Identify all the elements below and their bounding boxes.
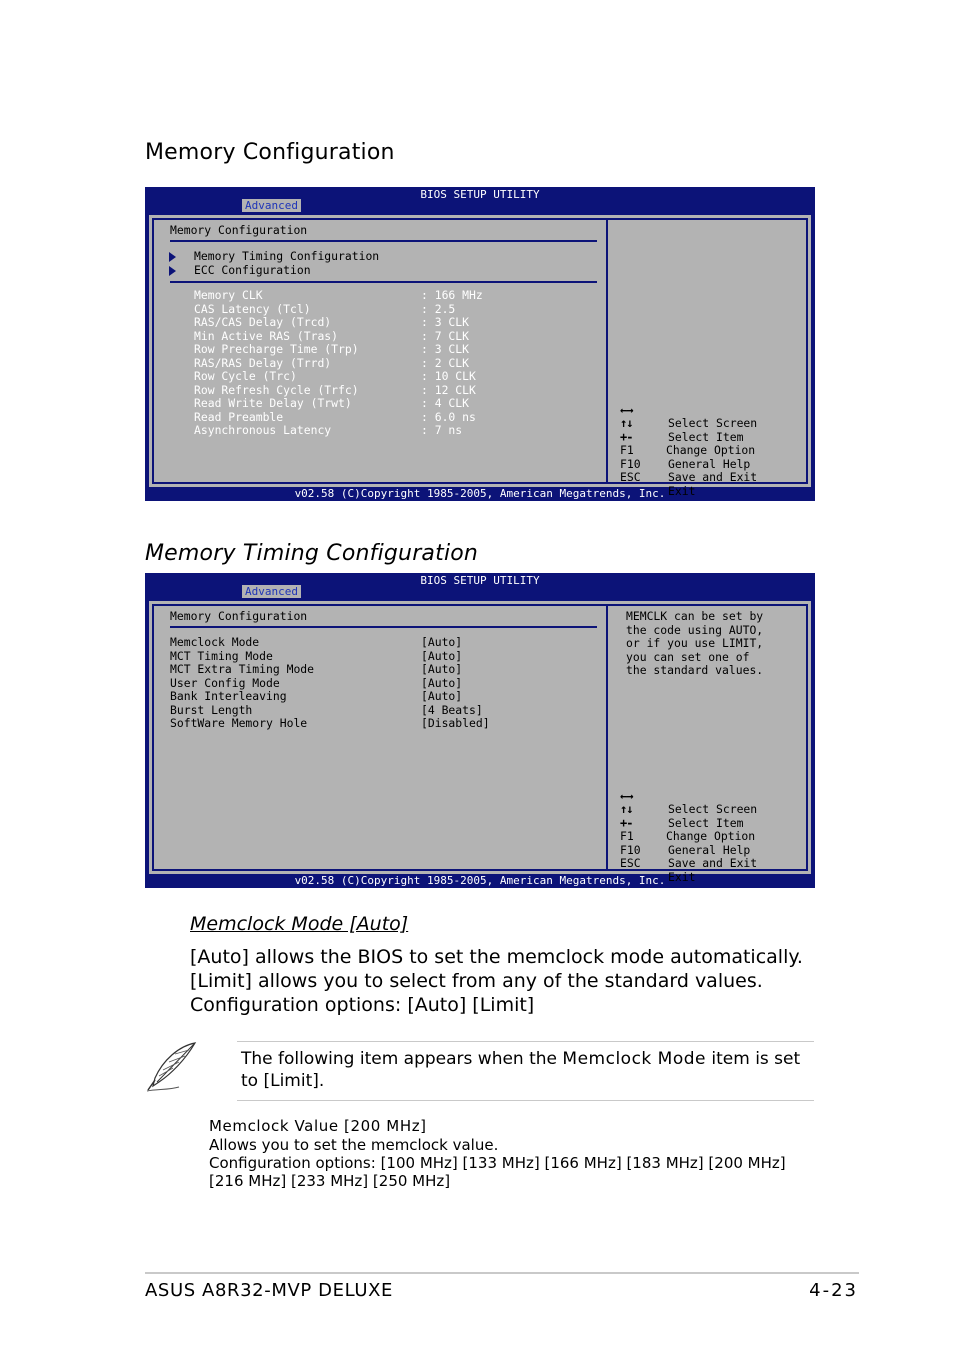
up-down-arrows-icon: ↑↓ [620, 416, 633, 430]
panel-divider [606, 220, 608, 482]
option-label[interactable]: MCT Extra Timing Mode [170, 662, 315, 676]
help-line: the code using AUTO, [626, 622, 764, 637]
info-value: : 7 CLK [421, 328, 470, 343]
submenu-arrow-icon [169, 266, 176, 276]
submenu-ecc-configuration[interactable]: ECC Configuration [194, 263, 311, 277]
bios-screen-memory-configuration [145, 187, 815, 501]
memclock-value-title: Memclock Value [200 MHz] [209, 1117, 427, 1135]
tab-advanced[interactable]: Advanced [242, 585, 301, 598]
key-label: F1 [620, 443, 634, 457]
option-value[interactable]: [Auto] [421, 662, 463, 676]
key-desc: Select Item [668, 815, 744, 830]
key-desc: Change Option [666, 443, 756, 457]
option-label[interactable]: SoftWare Memory Hole [170, 716, 308, 730]
key-desc: Save and Exit [668, 856, 758, 870]
bios-screen-memory-timing-configuration [145, 573, 815, 888]
help-line: or if you use LIMIT, [626, 636, 764, 650]
page-number: 4-23 [809, 1280, 858, 1301]
option-value[interactable]: [4 Beats] [421, 702, 483, 717]
info-value: : 3 CLK [421, 342, 470, 356]
bios-footer: v02.58 (C)Copyright 1985-2005, American Megatrends, Inc. [294, 487, 666, 500]
info-label: Memory CLK [194, 288, 263, 302]
note-text-part: The following item appears when the [241, 1049, 563, 1069]
description-line: Allows you to set the memclock value. [209, 1136, 499, 1154]
key-label: +- [620, 429, 633, 444]
key-desc: Select Item [668, 429, 744, 444]
key-desc: Select Screen [668, 802, 758, 816]
tab-advanced[interactable]: Advanced [242, 199, 301, 212]
info-label: Row Precharge Time (Trp) [194, 342, 359, 356]
option-value[interactable]: [Disabled] [421, 716, 490, 730]
key-label: ESC [620, 856, 641, 870]
key-desc: Change Option [666, 829, 756, 843]
note-bottom-rule [237, 1100, 814, 1101]
key-label: F1 [620, 829, 634, 843]
panel-rule [170, 281, 597, 283]
info-value: : 6.0 ns [421, 409, 476, 424]
panel-divider [606, 606, 608, 869]
key-desc: General Help [668, 842, 751, 857]
description-line: Configuration options: [100 MHz] [133 MHz] [166 MHz] [183 MHz] [200 MHz] [216 MHz] [233 MHz] [250 MHz] [209, 1154, 786, 1190]
key-legend [620, 776, 758, 884]
info-value: : 2 CLK [421, 355, 470, 370]
info-value: : 7 ns [421, 423, 463, 437]
info-label: RAS/RAS Delay (Trrd) [194, 355, 332, 370]
option-label[interactable]: User Config Mode [170, 675, 280, 690]
key-desc: Select Screen [668, 416, 758, 430]
key-desc: General Help [668, 456, 751, 471]
info-value: : 3 CLK [421, 315, 470, 329]
info-label: CAS Latency (Tcl) [194, 301, 311, 316]
info-value: : 2.5 [421, 301, 456, 316]
info-label: Read Write Delay (Trwt) [194, 396, 352, 410]
note-feather-icon [145, 1040, 199, 1098]
key-row [620, 776, 758, 816]
note-text-part: item is set to [Limit]. [241, 1049, 801, 1091]
memclock-value-description [209, 1136, 809, 1190]
bios-title: BIOS SETUP UTILITY [420, 574, 540, 587]
option-label[interactable]: MCT Timing Mode [170, 648, 273, 663]
description-line: [Limit] allows you to select from any of the standard values. [190, 970, 763, 992]
left-right-arrows-icon: ←→ [620, 402, 633, 417]
option-label[interactable]: Bank Interleaving [170, 689, 287, 703]
note-text [241, 1048, 811, 1092]
option-label[interactable]: Burst Length [170, 702, 253, 717]
submenu-memory-timing-configuration[interactable]: Memory Timing Configuration [194, 249, 380, 263]
key-row [620, 458, 696, 498]
panel-rule [170, 626, 597, 628]
description-line: Configuration options: [Auto] [Limit] [190, 994, 535, 1016]
key-label: F10 [620, 456, 641, 471]
panel-rule [170, 240, 597, 242]
page-footer-rule [145, 1272, 859, 1274]
key-row [620, 390, 758, 430]
key-label: F10 [620, 842, 641, 857]
info-label: Min Active RAS (Tras) [194, 328, 339, 343]
option-value[interactable]: [Auto] [421, 648, 463, 663]
option-value[interactable]: [Auto] [421, 635, 463, 649]
page-footer-product: ASUS A8R32-MVP DELUXE [145, 1280, 393, 1301]
up-down-arrows-icon: ↑↓ [620, 802, 633, 816]
submenu-arrow-icon [169, 252, 176, 262]
help-line: you can set one of [626, 649, 750, 664]
section-heading-memory-configuration: Memory Configuration [145, 140, 395, 165]
bios-title-bar [145, 187, 815, 215]
panel-title: Memory Configuration [170, 223, 308, 237]
key-label: ESC [620, 470, 641, 484]
left-right-arrows-icon: ←→ [620, 788, 633, 803]
key-label: +- [620, 815, 633, 830]
info-label: RAS/CAS Delay (Trcd) [194, 315, 332, 329]
key-row [620, 844, 696, 884]
help-line: MEMCLK can be set by [626, 609, 764, 623]
option-label[interactable]: Memclock Mode [170, 635, 260, 649]
key-desc: Save and Exit [668, 470, 758, 484]
section-heading-memory-timing-configuration: Memory Timing Configuration [145, 541, 479, 566]
option-value[interactable]: [Auto] [421, 689, 463, 703]
help-line: the standard values. [626, 663, 764, 677]
panel-title: Memory Configuration [170, 609, 308, 623]
note-top-rule [237, 1041, 814, 1042]
bios-title: BIOS SETUP UTILITY [420, 188, 540, 201]
key-legend [620, 390, 758, 498]
memclock-mode-description [190, 945, 803, 1017]
info-label: Read Preamble [194, 409, 284, 424]
key-desc: Exit [668, 869, 696, 884]
note-keyword: Memclock Mode [562, 1049, 706, 1069]
description-line: [Auto] allows the BIOS to set the memclock mode automatically. [190, 946, 803, 968]
bios-title-bar [145, 573, 815, 601]
info-value: : 166 MHz [421, 288, 483, 302]
option-value[interactable]: [Auto] [421, 675, 463, 690]
info-value: : 12 CLK [421, 382, 476, 397]
bios-footer: v02.58 (C)Copyright 1985-2005, American Megatrends, Inc. [294, 874, 666, 887]
info-value: : 10 CLK [421, 369, 476, 383]
info-label: Row Cycle (Trc) [194, 369, 297, 383]
key-desc: Exit [668, 483, 696, 498]
memclock-mode-title: Memclock Mode [Auto] [190, 913, 409, 935]
info-label: Row Refresh Cycle (Trfc) [194, 382, 359, 397]
help-text [626, 610, 763, 678]
info-label: Asynchronous Latency [194, 423, 332, 437]
info-value: : 4 CLK [421, 396, 470, 410]
